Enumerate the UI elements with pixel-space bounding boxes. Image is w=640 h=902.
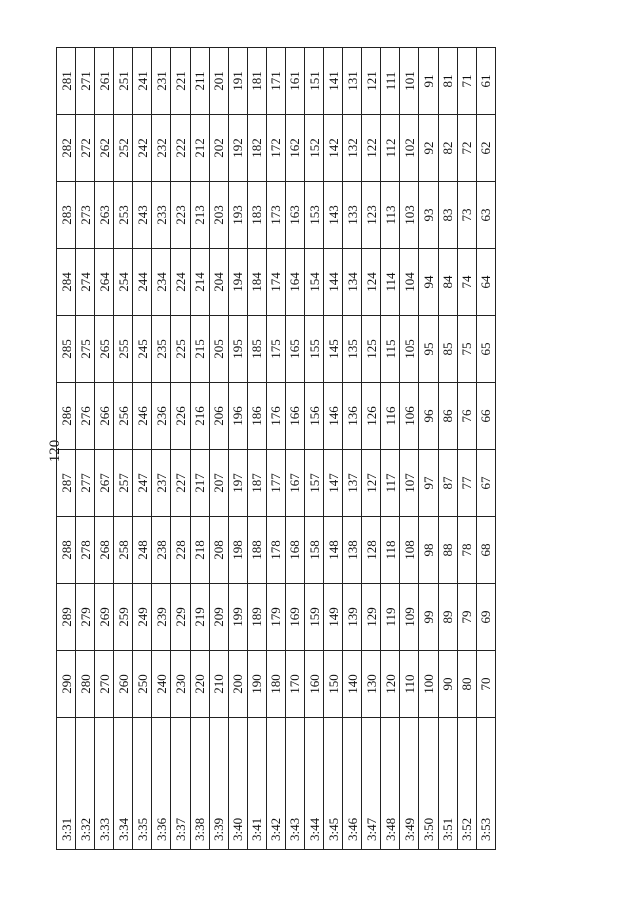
value-cell: 112 [381,115,400,182]
value-cell: 192 [228,115,247,182]
time-cell: 3:44 [305,718,324,850]
value-cell: 225 [171,316,190,383]
value-cell: 70 [476,651,495,718]
value-cell: 290 [57,651,76,718]
value-cell: 134 [343,249,362,316]
value-cell: 158 [305,517,324,584]
time-cell: 3:33 [95,718,114,850]
value-cell: 160 [305,651,324,718]
value-cell: 148 [324,517,343,584]
value-cell: 218 [190,517,209,584]
value-cell: 130 [362,651,381,718]
value-cell: 201 [209,48,228,115]
value-cell: 199 [228,584,247,651]
value-cell: 116 [381,383,400,450]
value-cell: 255 [114,316,133,383]
value-cell: 67 [476,450,495,517]
value-cell: 98 [419,517,438,584]
value-cell: 73 [457,182,476,249]
value-cell: 243 [133,182,152,249]
page-number: 120 [47,439,63,463]
table-row [343,48,362,850]
value-cell: 146 [324,383,343,450]
value-cell: 267 [95,450,114,517]
value-cell: 215 [190,316,209,383]
value-cell: 219 [190,584,209,651]
value-cell: 190 [247,651,266,718]
value-cell: 111 [381,48,400,115]
time-cell: 3:53 [476,718,495,850]
value-cell: 204 [209,249,228,316]
value-cell: 82 [438,115,457,182]
value-cell: 61 [476,48,495,115]
value-cell: 224 [171,249,190,316]
value-cell: 115 [381,316,400,383]
time-cell: 3:38 [190,718,209,850]
value-cell: 144 [324,249,343,316]
value-cell: 62 [476,115,495,182]
pace-table [56,47,496,850]
value-cell: 235 [152,316,171,383]
value-cell: 278 [76,517,95,584]
value-cell: 241 [133,48,152,115]
value-cell: 262 [95,115,114,182]
value-cell: 232 [152,115,171,182]
value-cell: 149 [324,584,343,651]
value-cell: 185 [247,316,266,383]
value-cell: 77 [457,450,476,517]
value-cell: 274 [76,249,95,316]
value-cell: 159 [305,584,324,651]
value-cell: 282 [57,115,76,182]
value-cell: 197 [228,450,247,517]
value-cell: 99 [419,584,438,651]
value-cell: 229 [171,584,190,651]
value-cell: 126 [362,383,381,450]
value-cell: 87 [438,450,457,517]
value-cell: 162 [285,115,304,182]
value-cell: 186 [247,383,266,450]
value-cell: 246 [133,383,152,450]
value-cell: 94 [419,249,438,316]
value-cell: 125 [362,316,381,383]
value-cell: 184 [247,249,266,316]
value-cell: 86 [438,383,457,450]
table-body [57,48,496,850]
value-cell: 237 [152,450,171,517]
value-cell: 107 [400,450,419,517]
value-cell: 93 [419,182,438,249]
value-cell: 286 [57,383,76,450]
table-row [57,48,76,850]
table-row [76,48,95,850]
value-cell: 244 [133,249,152,316]
value-cell: 233 [152,182,171,249]
value-cell: 276 [76,383,95,450]
value-cell: 227 [171,450,190,517]
table-row [171,48,190,850]
value-cell: 212 [190,115,209,182]
value-cell: 266 [95,383,114,450]
value-cell: 264 [95,249,114,316]
value-cell: 179 [266,584,285,651]
value-cell: 76 [457,383,476,450]
value-cell: 284 [57,249,76,316]
value-cell: 153 [305,182,324,249]
value-cell: 109 [400,584,419,651]
value-cell: 118 [381,517,400,584]
value-cell: 245 [133,316,152,383]
value-cell: 200 [228,651,247,718]
time-cell: 3:46 [343,718,362,850]
table-row [209,48,228,850]
value-cell: 95 [419,316,438,383]
value-cell: 121 [362,48,381,115]
value-cell: 283 [57,182,76,249]
value-cell: 181 [247,48,266,115]
rotated-table-frame [56,67,496,850]
value-cell: 242 [133,115,152,182]
time-cell: 3:47 [362,718,381,850]
value-cell: 96 [419,383,438,450]
value-cell: 261 [95,48,114,115]
value-cell: 161 [285,48,304,115]
time-cell: 3:40 [228,718,247,850]
value-cell: 256 [114,383,133,450]
table-row [381,48,400,850]
value-cell: 252 [114,115,133,182]
table-row [133,48,152,850]
value-cell: 223 [171,182,190,249]
table-row [152,48,171,850]
table-row [305,48,324,850]
value-cell: 72 [457,115,476,182]
value-cell: 100 [419,651,438,718]
value-cell: 128 [362,517,381,584]
table-row [457,48,476,850]
value-cell: 207 [209,450,228,517]
value-cell: 97 [419,450,438,517]
value-cell: 275 [76,316,95,383]
value-cell: 106 [400,383,419,450]
value-cell: 79 [457,584,476,651]
value-cell: 84 [438,249,457,316]
value-cell: 258 [114,517,133,584]
value-cell: 92 [419,115,438,182]
value-cell: 206 [209,383,228,450]
value-cell: 151 [305,48,324,115]
value-cell: 136 [343,383,362,450]
value-cell: 166 [285,383,304,450]
table-row [228,48,247,850]
time-cell: 3:48 [381,718,400,850]
value-cell: 189 [247,584,266,651]
time-cell: 3:35 [133,718,152,850]
value-cell: 202 [209,115,228,182]
value-cell: 168 [285,517,304,584]
value-cell: 123 [362,182,381,249]
value-cell: 156 [305,383,324,450]
value-cell: 173 [266,182,285,249]
value-cell: 180 [266,651,285,718]
value-cell: 119 [381,584,400,651]
value-cell: 251 [114,48,133,115]
value-cell: 272 [76,115,95,182]
value-cell: 214 [190,249,209,316]
value-cell: 154 [305,249,324,316]
value-cell: 135 [343,316,362,383]
time-cell: 3:51 [438,718,457,850]
table-row [190,48,209,850]
value-cell: 174 [266,249,285,316]
value-cell: 127 [362,450,381,517]
value-cell: 205 [209,316,228,383]
time-cell: 3:52 [457,718,476,850]
time-cell: 3:37 [171,718,190,850]
time-cell: 3:31 [57,718,76,850]
value-cell: 271 [76,48,95,115]
value-cell: 85 [438,316,457,383]
value-cell: 155 [305,316,324,383]
value-cell: 143 [324,182,343,249]
value-cell: 260 [114,651,133,718]
value-cell: 172 [266,115,285,182]
time-cell: 3:41 [247,718,266,850]
value-cell: 288 [57,517,76,584]
value-cell: 178 [266,517,285,584]
value-cell: 194 [228,249,247,316]
value-cell: 280 [76,651,95,718]
value-cell: 104 [400,249,419,316]
value-cell: 133 [343,182,362,249]
time-cell: 3:32 [76,718,95,850]
value-cell: 268 [95,517,114,584]
value-cell: 277 [76,450,95,517]
value-cell: 203 [209,182,228,249]
value-cell: 269 [95,584,114,651]
value-cell: 287 [57,450,76,517]
value-cell: 80 [457,651,476,718]
value-cell: 208 [209,517,228,584]
value-cell: 175 [266,316,285,383]
value-cell: 211 [190,48,209,115]
table-row [362,48,381,850]
value-cell: 140 [343,651,362,718]
value-cell: 69 [476,584,495,651]
value-cell: 142 [324,115,343,182]
value-cell: 165 [285,316,304,383]
value-cell: 263 [95,182,114,249]
value-cell: 139 [343,584,362,651]
value-cell: 209 [209,584,228,651]
value-cell: 147 [324,450,343,517]
value-cell: 281 [57,48,76,115]
table-row [95,48,114,850]
value-cell: 71 [457,48,476,115]
value-cell: 83 [438,182,457,249]
value-cell: 167 [285,450,304,517]
value-cell: 132 [343,115,362,182]
value-cell: 137 [343,450,362,517]
value-cell: 250 [133,651,152,718]
value-cell: 228 [171,517,190,584]
value-cell: 285 [57,316,76,383]
value-cell: 273 [76,182,95,249]
value-cell: 191 [228,48,247,115]
value-cell: 141 [324,48,343,115]
value-cell: 239 [152,584,171,651]
value-cell: 122 [362,115,381,182]
value-cell: 217 [190,450,209,517]
value-cell: 210 [209,651,228,718]
value-cell: 213 [190,182,209,249]
value-cell: 187 [247,450,266,517]
value-cell: 110 [400,651,419,718]
table-row [419,48,438,850]
value-cell: 265 [95,316,114,383]
value-cell: 152 [305,115,324,182]
value-cell: 259 [114,584,133,651]
value-cell: 216 [190,383,209,450]
time-cell: 3:34 [114,718,133,850]
value-cell: 131 [343,48,362,115]
table-row [247,48,266,850]
value-cell: 198 [228,517,247,584]
value-cell: 234 [152,249,171,316]
value-cell: 196 [228,383,247,450]
value-cell: 279 [76,584,95,651]
table-row [114,48,133,850]
value-cell: 108 [400,517,419,584]
value-cell: 188 [247,517,266,584]
time-cell: 3:50 [419,718,438,850]
value-cell: 182 [247,115,266,182]
value-cell: 238 [152,517,171,584]
value-cell: 247 [133,450,152,517]
value-cell: 129 [362,584,381,651]
value-cell: 236 [152,383,171,450]
value-cell: 64 [476,249,495,316]
value-cell: 171 [266,48,285,115]
value-cell: 220 [190,651,209,718]
table-row [400,48,419,850]
value-cell: 74 [457,249,476,316]
value-cell: 222 [171,115,190,182]
value-cell: 138 [343,517,362,584]
value-cell: 249 [133,584,152,651]
value-cell: 248 [133,517,152,584]
table-row [438,48,457,850]
value-cell: 75 [457,316,476,383]
value-cell: 253 [114,182,133,249]
value-cell: 124 [362,249,381,316]
time-cell: 3:36 [152,718,171,850]
value-cell: 164 [285,249,304,316]
table-row [266,48,285,850]
value-cell: 150 [324,651,343,718]
value-cell: 230 [171,651,190,718]
value-cell: 103 [400,182,419,249]
value-cell: 68 [476,517,495,584]
time-cell: 3:39 [209,718,228,850]
table-row [476,48,495,850]
value-cell: 102 [400,115,419,182]
value-cell: 257 [114,450,133,517]
value-cell: 66 [476,383,495,450]
value-cell: 120 [381,651,400,718]
value-cell: 177 [266,450,285,517]
value-cell: 91 [419,48,438,115]
value-cell: 114 [381,249,400,316]
value-cell: 270 [95,651,114,718]
value-cell: 90 [438,651,457,718]
value-cell: 176 [266,383,285,450]
value-cell: 88 [438,517,457,584]
value-cell: 89 [438,584,457,651]
value-cell: 240 [152,651,171,718]
time-cell: 3:43 [285,718,304,850]
table-row [324,48,343,850]
value-cell: 78 [457,517,476,584]
value-cell: 226 [171,383,190,450]
value-cell: 105 [400,316,419,383]
value-cell: 101 [400,48,419,115]
table-row [285,48,304,850]
value-cell: 65 [476,316,495,383]
value-cell: 193 [228,182,247,249]
value-cell: 221 [171,48,190,115]
value-cell: 170 [285,651,304,718]
time-cell: 3:42 [266,718,285,850]
value-cell: 254 [114,249,133,316]
value-cell: 289 [57,584,76,651]
value-cell: 183 [247,182,266,249]
value-cell: 117 [381,450,400,517]
pace-table-container [56,67,496,850]
time-cell: 3:49 [400,718,419,850]
value-cell: 113 [381,182,400,249]
value-cell: 163 [285,182,304,249]
time-cell: 3:45 [324,718,343,850]
value-cell: 145 [324,316,343,383]
value-cell: 195 [228,316,247,383]
value-cell: 63 [476,182,495,249]
value-cell: 81 [438,48,457,115]
value-cell: 231 [152,48,171,115]
value-cell: 157 [305,450,324,517]
value-cell: 169 [285,584,304,651]
